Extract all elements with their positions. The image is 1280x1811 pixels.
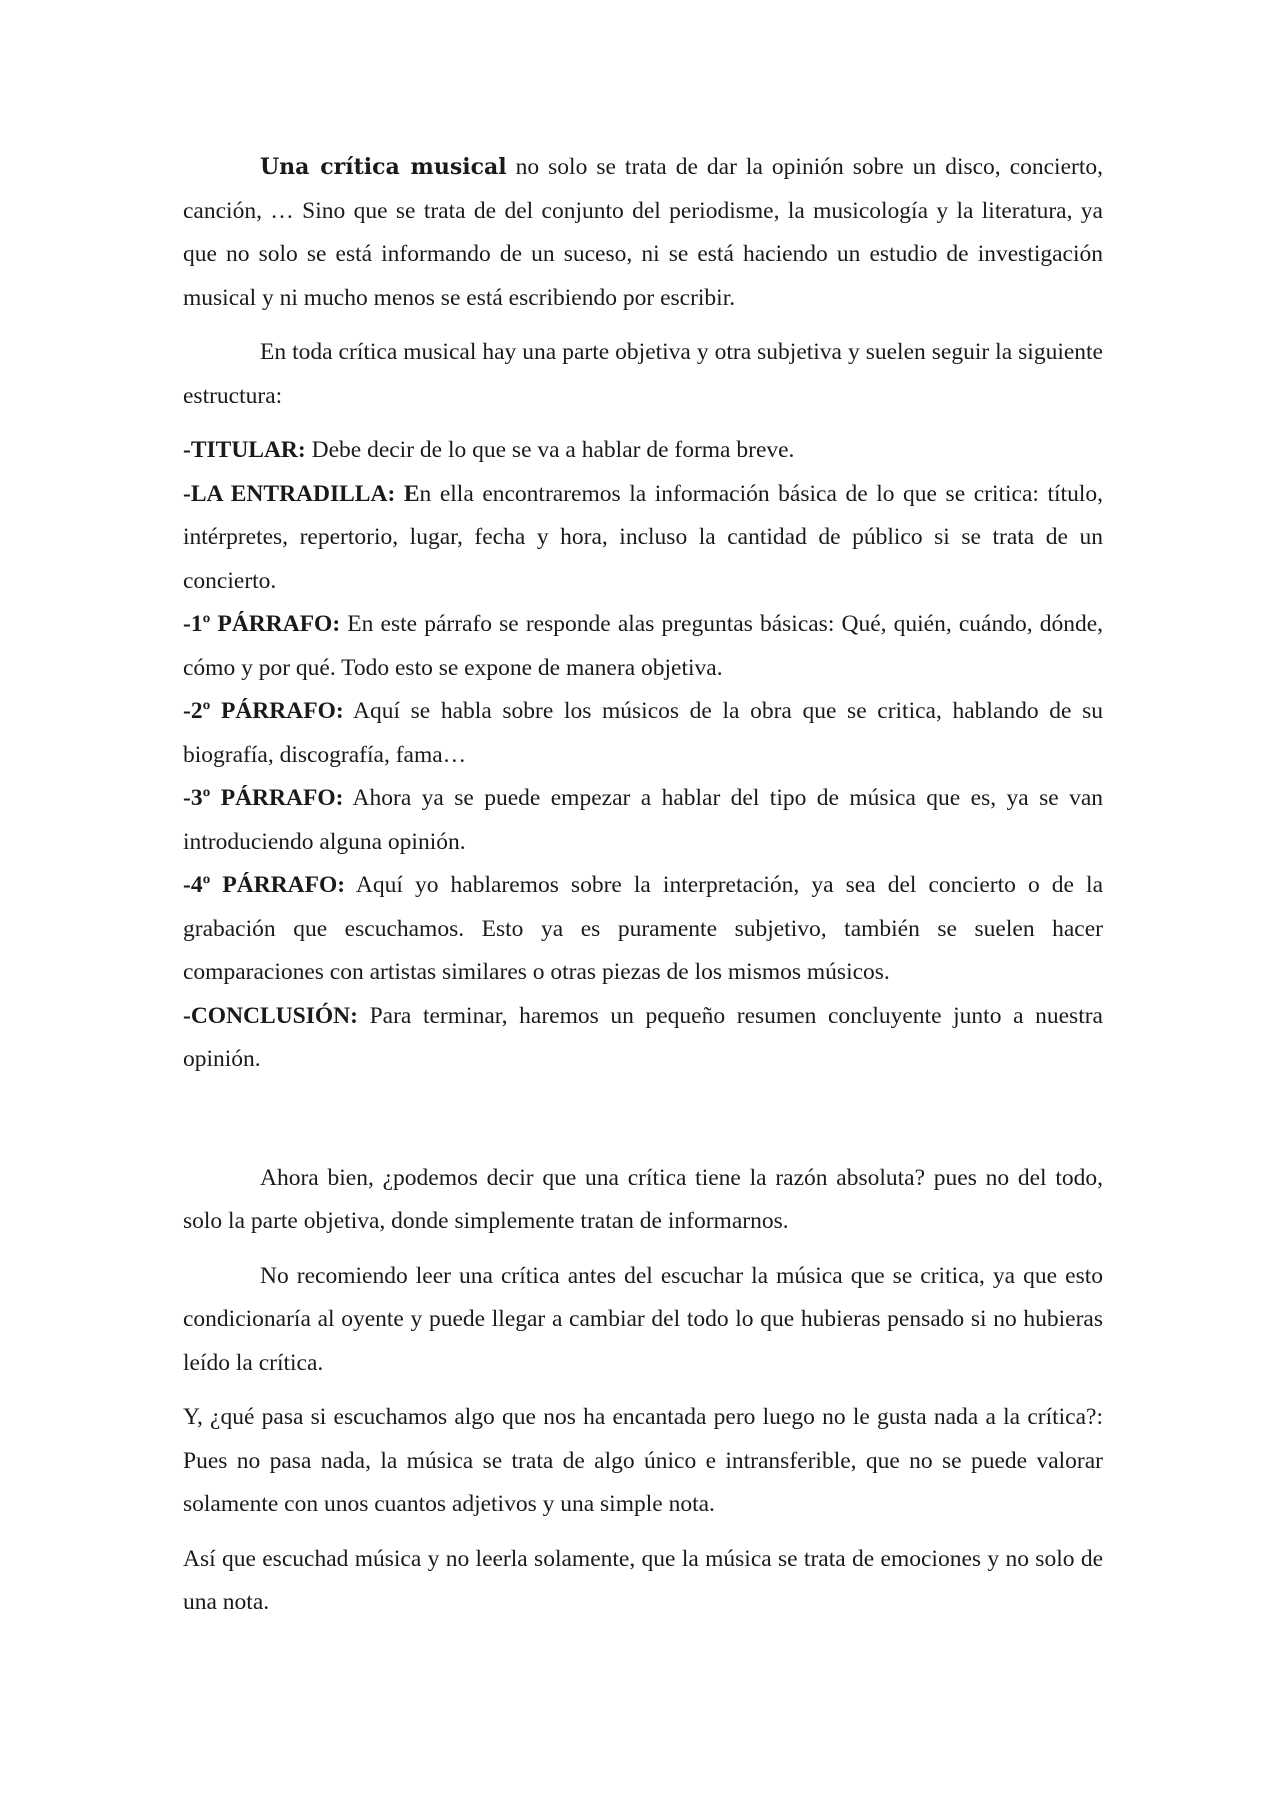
structure-item-entradilla — [183, 473, 1103, 604]
intro-lead: Una crítica musical — [260, 154, 507, 180]
structure-item-titular — [183, 429, 1103, 473]
structure-item-parrafo-2 — [183, 690, 1103, 777]
closing-paragraph-1: Ahora bien, ¿podemos decir que una crítica tiene la razón absoluta? pues no del todo, solo la parte objetiva, donde simplemente tratan de informarnos. — [183, 1164, 1103, 1234]
structure-intro-paragraph: En toda crítica musical hay una parte objetiva y otra subjetiva y suelen seguir la siguiente estructura: — [183, 339, 1103, 409]
structure-item-text: Aquí yo hablaremos sobre la interpretación, ya sea del concierto o de la grabación que escuchamos. Esto ya es puramente subjetivo, también se suelen hacer comparaciones con artistas similares o otras piezas de los mismos músicos. — [183, 872, 1103, 985]
structure-item-label: -CONCLUSIÓN: — [183, 1002, 358, 1029]
structure-item-text: Ahora ya se puede empezar a hablar del tipo de música que es, ya se van introduciendo alguna opinión. — [183, 785, 1103, 855]
closing-paragraph-2: No recomiendo leer una crítica antes del escuchar la música que se critica, ya que esto condicionaría al oyente y puede llegar a cambiar del todo lo que hubieras pensado si no hubieras leído la crítica. — [183, 1262, 1103, 1376]
document-page — [183, 146, 1103, 1625]
structure-item-text: En este párrafo se responde alas preguntas básicas: Qué, quién, cuándo, dónde, cómo y por qué. Todo esto se expone de manera objetiva. — [183, 611, 1104, 681]
structure-item-label: -TITULAR: — [183, 437, 306, 463]
structure-item-label: -3º PÁRRAFO: — [183, 785, 344, 811]
structure-item-parrafo-1 — [183, 603, 1103, 690]
closing-paragraph-3: Y, ¿qué pasa si escuchamos algo que nos ha encantada pero luego no le gusta nada a la crítica?: Pues no pasa nada, la música se trata de algo único e intransferible, que no se puede valorar solamente con unos cuantos adjetivos y una simple nota. — [183, 1404, 1103, 1517]
structure-item-label: -1º PÁRRAFO: — [183, 611, 341, 637]
structure-list — [183, 429, 1103, 1082]
structure-item-parrafo-4 — [183, 864, 1103, 995]
intro-text: no solo se trata de dar la opinión sobre un disco, concierto, canción, … Sino que se trata de del conjunto del periodisme, la musicología y la literatura, ya que no solo se está informando de un suceso, ni se está haciendo un estudio de investigación musical y ni mucho menos se está escribiendo por escribir. — [183, 154, 1103, 311]
structure-item-text: Aquí se habla sobre los músicos de la obra que se critica, hablando de su biografía, discografía, fama… — [183, 698, 1103, 768]
structure-item-text: Debe decir de lo que se va a hablar de forma breve. — [305, 437, 795, 463]
structure-item-label: -2º PÁRRAFO: — [183, 698, 344, 724]
closing-paragraph-4: Así que escuchad música y no leerla solamente, que la música se trata de emociones y no solo de una nota. — [183, 1545, 1103, 1615]
structure-item-parrafo-3 — [183, 777, 1103, 864]
structure-item-text: Para terminar, haremos un pequeño resumen concluyente junto a nuestra opinión. — [183, 1002, 1103, 1072]
structure-item-label: -4º PÁRRAFO: — [183, 872, 346, 898]
intro-paragraph — [183, 146, 1103, 320]
structure-item-conclusion — [183, 995, 1103, 1082]
structure-item-text: n ella encontraremos la información básica de lo que se critica: título, intérpretes, repertorio, lugar, fecha y hora, incluso la cantidad de público si se trata de un concierto. — [183, 480, 1103, 594]
structure-item-label: -LA ENTRADILLA: E — [183, 480, 420, 507]
